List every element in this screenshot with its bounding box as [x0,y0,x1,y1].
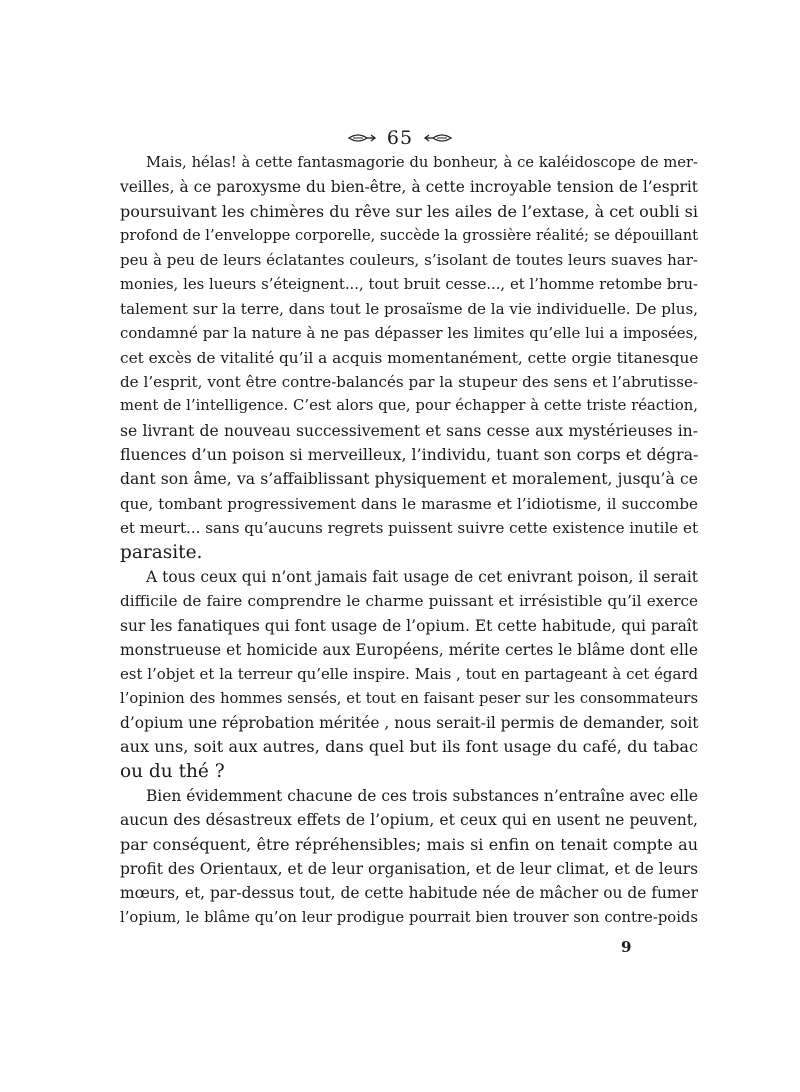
text-line: l’opinion des hommes sensés, et tout en faisant peser sur les consommateurs [120,689,698,707]
signature-mark: 9 [621,938,632,956]
text-line: monies, les lueurs s’éteignent..., tout bruit cesse..., et l’homme retombe bru- [120,275,698,293]
text-line: par conséquent, être répréhensibles; mais si enfin on tenait compte au [120,834,698,854]
text-line: que, tombant progressivement dans le marasme et l’idiotisme, il succombe [120,494,698,513]
text-line: est l’objet et la terreur qu’elle inspire. Mais , tout en partageant à cet égard [120,665,698,684]
text-line: l’opium, le blâme qu’on leur prodigue pourrait bien trouver son contre-poids [120,908,698,926]
text-line: dant son âme, va s’affaiblissant physiquement et moralement, jusqu’à ce [120,470,698,489]
text-line: et meurt... sans qu’aucuns regrets puissent suivre cette existence inutile et [120,519,699,538]
text-line: sur les fanatiques qui font usage de l’opium. Et cette habitude, qui paraît [120,616,698,635]
text-line: mœurs, et, par-dessus tout, de cette habitude née de mâcher ou de fumer [120,884,698,903]
text-line: se livrant de nouveau successivement et sans cesse aux mystérieuses in- [120,421,698,440]
text-line: talement sur la terre, dans tout le prosaïsme de la vie individuelle. De plus, [120,300,698,319]
paragraph-2 [120,565,698,784]
text-line: profit des Orientaux, et de leur organisation, et de leur climat, et de leurs [120,859,698,878]
text-line: Mais, hélas! à cette fantasmagorie du bonheur, à ce kaléidoscope de mer- [146,154,698,171]
text-line: aucun des désastreux effets de l’opium, et ceux qui en usent ne peuvent, [120,811,698,830]
text-line: cet excès de vitalité qu’il a acquis momentanément, cette orgie titanesque [120,348,699,367]
right-ornament-icon [423,132,453,144]
text-line: fluences d’un poison si merveilleux, l’individu, tuant son corps et dégra- [120,445,699,465]
text-line: de l’esprit, vont être contre-balancés par la stupeur des sens et l’abrutisse- [120,373,698,392]
text-line: condamné par la nature à ne pas dépasser les limites qu’elle lui a imposées, [120,324,698,343]
text-line: veilles, à ce paroxysme du bien-être, à cette incroyable tension de l’esprit [120,178,698,197]
text-line: poursuivant les chimères du rêve sur les ailes de l’extase, à cet oubli si [120,201,698,221]
text-line: peu à peu de leurs éclatantes couleurs, s’isolant de toutes leurs suaves har- [120,251,698,270]
text-line: profond de l’enveloppe corporelle, succède la grossière réalité; se dépouillant [120,227,698,245]
paragraph-3 [120,784,698,930]
paragraph-1 [120,151,698,565]
page-number: 65 [386,127,414,149]
text-line: parasite. [120,541,203,563]
text-line: aux uns, soit aux autres, dans quel but ils font usage du café, du tabac [120,737,698,757]
text-line: Bien évidemment chacune de ces trois substances n’entraîne avec elle [146,786,698,805]
text-line: difficile de faire comprendre le charme puissant et irrésistible qu’il exerce [120,592,698,611]
text-line: ou du thé ? [120,760,225,782]
text-line: monstrueuse et homicide aux Européens, mérite certes le blâme dont elle [120,640,698,659]
body-text [120,151,698,930]
text-line: ment de l’intelligence. C’est alors que, pour échapper à cette triste réaction, [120,397,698,415]
page-header [0,126,800,150]
text-line: A tous ceux qui n’ont jamais fait usage de cet enivrant poison, il serait [146,567,698,586]
left-ornament-icon [347,132,377,144]
text-line: d’opium une réprobation méritée , nous serait-il permis de demander, soit [120,713,699,732]
